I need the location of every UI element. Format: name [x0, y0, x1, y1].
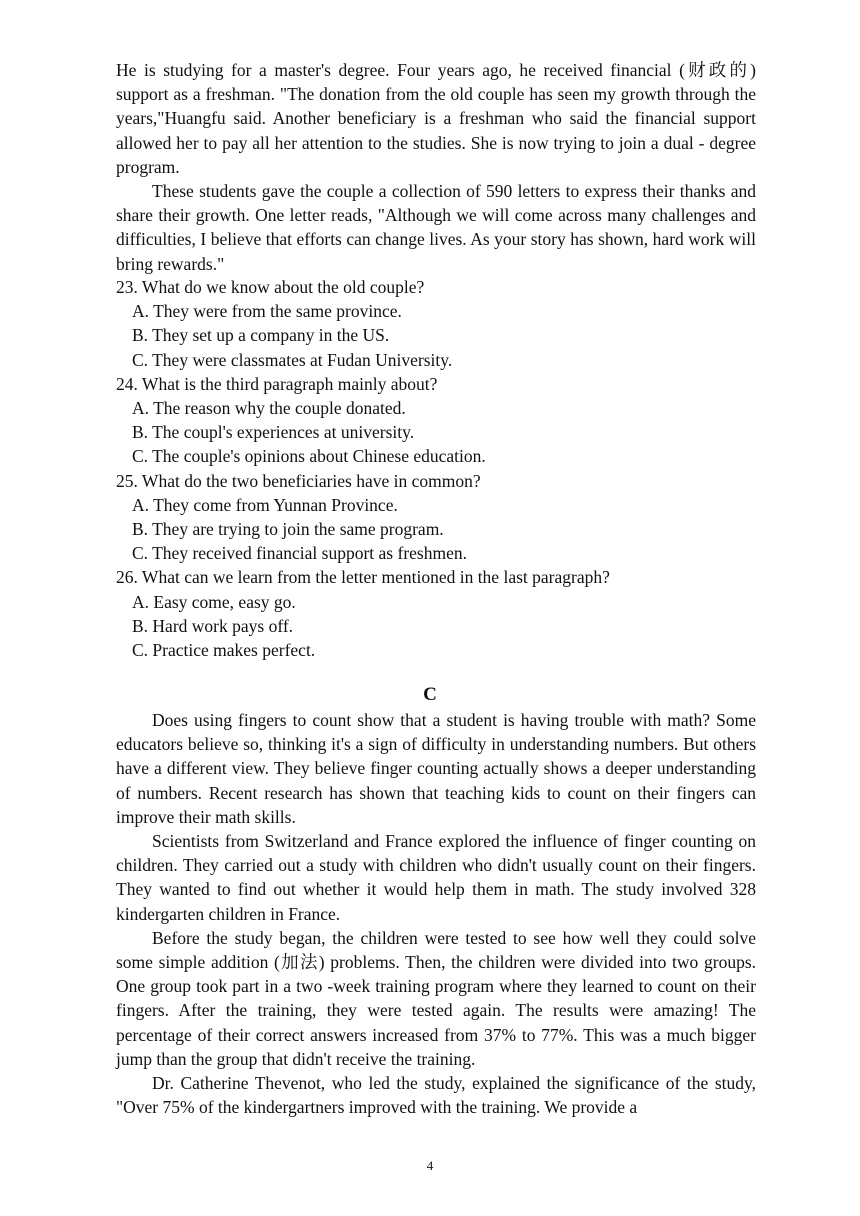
option: B. They are trying to join the same program. — [132, 519, 444, 540]
question-26 — [116, 565, 756, 662]
option: C. The couple's opinions about Chinese education. — [132, 446, 486, 467]
passage-paragraph: Does using fingers to count show that a student is having trouble with math? Some educators believe so, thinking it's a sign of difficulty in understanding numbers. But others have a different view. They believe finger counting actually shows a deeper understanding of numbers. Recent research has shown that teaching kids to count on their fingers can improve their math skills. — [116, 710, 756, 827]
question-23 — [116, 275, 756, 372]
passage-paragraph: These students gave the couple a collection of 590 letters to express their thanks and share their growth. One letter reads, "Although we will come across many challenges and difficulties, I believe that efforts can change lives. As your story has shown, hard work will bring rewards." — [116, 181, 756, 274]
option: C. Practice makes perfect. — [132, 640, 316, 661]
option: C. They were classmates at Fudan University. — [132, 349, 453, 370]
section-title: C — [423, 684, 437, 705]
passage-paragraph: He is studying for a master's degree. Four years ago, he received financial (财政的) support as a freshman. "The donation from the old couple has seen my growth through the years,"Huangfu said. Another beneficiary is a freshman who said the financial support allowed her to pay all her attention to the studies. She is now trying to join a dual - degree program. — [116, 60, 756, 177]
option: B. They set up a company in the US. — [132, 325, 390, 346]
question-stem: 26. What can we learn from the letter mentioned in the last paragraph? — [116, 567, 610, 588]
question-25 — [116, 469, 756, 566]
option: A. They come from Yunnan Province. — [132, 494, 398, 515]
question-stem: 24. What is the third paragraph mainly about? — [116, 373, 438, 394]
passage-paragraph: Dr. Catherine Thevenot, who led the study, explained the significance of the study, "Over 75% of the kindergartners improved with the training. We provide a — [116, 1073, 756, 1118]
option: B. The coupl's experiences at university. — [132, 422, 415, 443]
option: B. Hard work pays off. — [132, 615, 294, 636]
passage-b-continuation — [116, 58, 756, 276]
option: A. Easy come, easy go. — [132, 591, 296, 612]
question-stem: 23. What do we know about the old couple? — [116, 277, 425, 297]
passage-paragraph: Scientists from Switzerland and France explored the influence of finger counting on children. They carried out a study with children who didn't usually count on their fingers. They wanted to find out whether it would help them in math. The study involved 328 kindergarten children in France. — [116, 831, 756, 924]
question-24 — [116, 372, 756, 469]
passage-c — [116, 708, 756, 1119]
option: C. They received financial support as freshmen. — [132, 543, 467, 564]
question-list — [116, 275, 756, 662]
page-number: 4 — [426, 1158, 434, 1173]
question-stem: 25. What do the two beneficiaries have in common? — [116, 470, 481, 491]
passage-paragraph: Before the study began, the children were tested to see how well they could solve some simple addition (加法) problems. Then, the children were divided into two groups. One group took part in a two -week training program where they learned to count on their fingers. After the training, they were tested again. The results were amazing! The percentage of their correct answers increased from 37% to 77%. This was a much bigger jump than the group that didn't receive the training. — [116, 927, 756, 1069]
option: A. They were from the same province. — [132, 301, 402, 322]
option: A. The reason why the couple donated. — [132, 398, 406, 419]
